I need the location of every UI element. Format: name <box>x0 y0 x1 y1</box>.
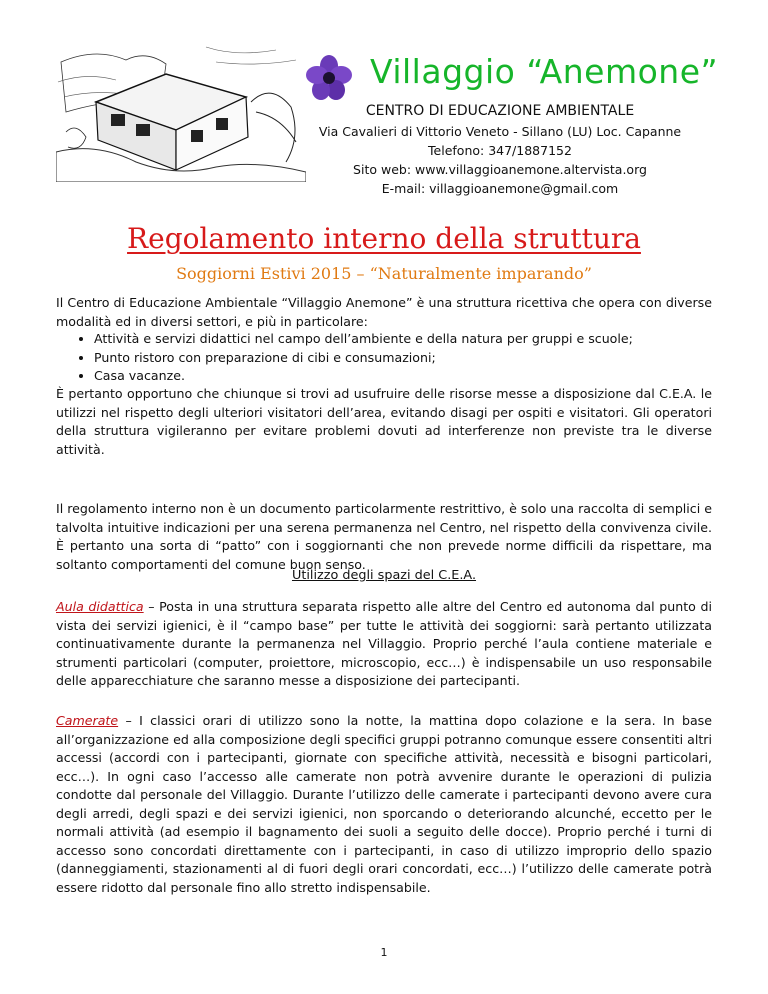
anemone-flower-icon <box>306 55 352 101</box>
aula-text: – Posta in una struttura separata rispetto alle altre del Centro ed autonoma dal punto di vista dei servizi igienici, è il “campo base” per tutte le attività dei soggiorni: sarà pertanto utilizzata continuativamente durante la permanenza nel Villaggio. Proprio perché l’aula contiene materiale e strumenti particolari (computer, proiettore, microscopio, ecc…) è indispensabile un uso responsabile delle apparecchiature che saranno messe a disposizione dei partecipanti. <box>56 599 712 688</box>
document-subtitle: Soggiorni Estivi 2015 – “Naturalmente imparando” <box>176 264 592 283</box>
house-photo <box>56 42 306 182</box>
organization-name: CENTRO DI EDUCAZIONE AMBIENTALE <box>365 103 635 119</box>
aula-label: Aula didattica <box>56 599 144 614</box>
camerate-paragraph <box>56 712 712 897</box>
paragraph-regulation: Il regolamento interno non è un documento particolarmente restrittivo, è solo una raccolta di semplici e talvolta intuitive indicazioni per una serena permanenza nel Centro, nel rispetto della convivenza civile. È pertanto una sorta di “patto” con i soggiornanti che non prevede norme difficili da rispettare, ma soltanto comportamenti del comune buon senso. <box>56 501 712 572</box>
page-number: 1 <box>380 946 388 959</box>
activities-list <box>72 330 734 386</box>
list-item: • Attività e servizi didattici nel campo dell’ambiente e della natura per gruppi e scuole; <box>94 330 734 349</box>
website: Sito web: www.villaggioanemone.altervista.org <box>353 162 647 177</box>
camerate-text: – I classici orari di utilizzo sono la notte, la mattina dopo colazione e la sera. In base all’organizzazione ed alla composizione degli specifici gruppi potranno comunque essere consentiti altri accessi (accordi con i partecipanti, giornate con specifiche attività, necessità e bisogni particolari, ecc…). In ogni caso l’accesso alle camerate non potrà avvenire durante le operazioni di pulizia condotte dal personale del Villaggio. Durante l’utilizzo delle camerate i partecipanti devono avere cura degli arredi, degli spazi e dei servizi igienici, non sporcando o deteriorando alcunché, eccetto per le normali attività (ad esempio il bagnamento dei suoli a seguito delle docce). Proprio perché i turni di accesso sono concordati direttamente con i partecipanti, in caso di utilizzo improprio dello spazio (danneggiamenti, stazionamenti al di fuori degli orari concordati, ecc…) l’utilizzo delle camerate potrà essere ridotto dal personale fino allo stretto indispensabile. <box>56 713 712 895</box>
phone: Telefono: 347/1887152 <box>428 143 572 158</box>
paragraph-usage: È pertanto opportuno che chiunque si trovi ad usufruire delle risorse messe a disposizione dal C.E.A. le utilizzi nel rispetto degli ulteriori visitatori dell’area, evitando disagi per ospiti e visitatori. Gli operatori della struttura vigileranno per evitare problemi dovuti ad interferenze non previste tra le diverse attività. <box>56 386 712 457</box>
email: E-mail: villaggioanemone@gmail.com <box>381 181 619 196</box>
document-title: Regolamento interno della struttura <box>127 222 641 255</box>
address: Via Cavalieri di Vittorio Veneto - Sillano (LU) Loc. Capanne <box>318 124 682 139</box>
list-item: • Casa vacanze. <box>94 367 734 386</box>
section-heading: Utilizzo degli spazi del C.E.A. <box>291 568 477 583</box>
list-item: • Punto ristoro con preparazione di cibi e consumazioni; <box>94 349 734 368</box>
camerate-label: Camerate <box>56 713 119 728</box>
aula-paragraph <box>56 598 712 691</box>
brand-name: Villaggio “Anemone” <box>370 52 719 91</box>
intro-paragraph: Il Centro di Educazione Ambientale “Villaggio Anemone” è una struttura ricettiva che opera con diverse modalità ed in diversi settori, e più in particolare: <box>56 295 712 329</box>
